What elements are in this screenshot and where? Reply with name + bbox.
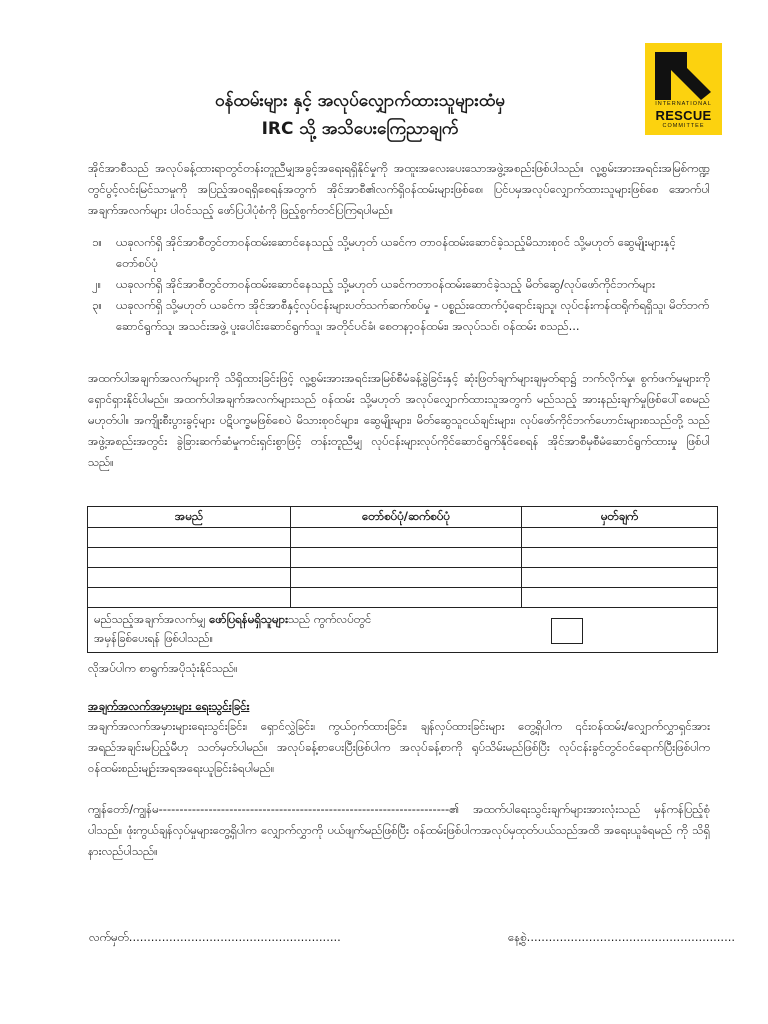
list-item <box>92 232 714 274</box>
logo-text-international: INTERNATIONAL <box>655 101 712 107</box>
list-item-number: ၂။ <box>92 277 102 291</box>
table-row <box>88 588 718 608</box>
note-suffix: သည် ကွက်လပ်တွင် <box>288 612 372 626</box>
document-title-line1: ဝန်ထမ်းများ နှင့် အလုပ်လျှောက်ထားသူများထံမှ <box>215 91 505 111</box>
disclosure-table <box>87 506 718 653</box>
relationship-cell[interactable] <box>291 548 522 568</box>
no-disclosure-checkbox[interactable] <box>551 618 583 644</box>
remarks-cell[interactable] <box>522 528 718 548</box>
purpose-paragraph: အထက်ပါအချက်အလက်များကို သိရှိထားခြင်းဖြင့် လူ့စွမ်းအားအရင်းအမြစ်စီမံခန့်ခွဲခြင်းနှင့် ဆုံးဖြတ်ချက်များချမှတ်ရာ၌ ဘက်လိုက်မှု၊ စွက်ဖက်မှုများကိုရှောင်ရှားနိုင်ပါမည်။ အထက်ပါအချက်အလက်များသည် ဝန်ထမ်း သို့မဟုတ် အလုပ်လျှောက်ထားသူအတွက် မည်သည့် အားနည်းချက်မှုဖြစ်ပေါ်စေမည် မဟုတ်ပါ။ အကျိုးစီးပွားခွင့်များ ပဋိပက္ခမဖြစ်စေပဲ မိသားစုဝင်များ၊ ဆွေမျိုးများ၊ မိတ်ဆွေသူငယ်ချင်းများ၊ လုပ်ဖော်ကိုင်ဘက်ဟောင်းများစသည်တို့ သည် အဖွဲ့အစည်းအတွင်း ခွဲခြားဆက်ဆံမှုကင်းရှင်းစွာဖြင့် တန်းတူညီမျှ လုပ်ငန်းများလုပ်ကိုင်ဆောင်ရွက်နိုင်စေရန် အိုင်အာစီမှစီမံဆောင်ရွက်ထားမှု ဖြစ်ပါ သည်။ <box>88 371 710 469</box>
table-note-row <box>88 608 718 653</box>
list-item-number: ၃။ <box>92 298 102 312</box>
list-item-text: ယခုလက်ရှိ အိုင်အာစီတွင်တာဝန်ထမ်းဆောင်နေသည့် သို့မဟုတ် ယခင်ကတာဝန်ထမ်းဆောင်ခဲ့သည့် မိတ်ဆွေ/လုပ်ဖော်ကိုင်ဘက်များ <box>116 277 656 291</box>
list-item <box>92 295 714 337</box>
column-header-remarks: မှတ်ချက် <box>522 507 718 528</box>
relationship-cell[interactable] <box>291 528 522 548</box>
logo-text-rescue: RESCUE <box>655 108 712 123</box>
table-row <box>88 568 718 588</box>
name-cell[interactable] <box>88 528 291 548</box>
table-header-row <box>88 507 718 528</box>
column-header-name: အမည် <box>88 507 291 528</box>
name-cell[interactable] <box>88 568 291 588</box>
relationship-cell[interactable] <box>291 588 522 608</box>
name-cell[interactable] <box>88 548 291 568</box>
date-field[interactable]: နေ့စွဲ......................................................... <box>508 930 736 944</box>
disclosure-list <box>92 232 714 337</box>
note-line2: အမှန်ခြစ်ပေးရန် ဖြစ်ပါသည်။ <box>94 631 214 645</box>
list-item-text: ယခုလက်ရှိ သို့မဟုတ် ယခင်က အိုင်အာစီနှင့်လုပ်ငန်းများပတ်သက်ဆက်စပ်မှု - ပစ္စည်းထောက်ပံ့ရောင်းချသူ၊ လုပ်ငန်းကန်ထရိုက်ရရှိသူ၊ မိတ်ဘက်ဆောင်ရွက်သူ၊ အသင်းအဖွဲ့ ပူးပေါင်းဆောင်ရွက်သူ၊ အတိုင်ပင်ခံ၊ စေတနာ့ဝန်ထမ်း၊ အလုပ်သင်၊ ဝန်ထမ်း စသည်... <box>116 298 710 333</box>
irc-logo <box>645 43 722 135</box>
intro-paragraph: အိုင်အာစီသည် အလုပ်ခန့်ထားရာတွင်တန်းတူညီမျှအခွင့်အရေးရရှိနိုင်မှုကို အထူးအလေးပေးသောအဖွဲ့အစည်းဖြစ်ပါသည်။ လူ့စွမ်းအားအရင်းအမြစ်ကဏ္ဍတွင်ပွင့်လင်းမြင်သာမှုကို အပြည့်အဝရရှိစေရန်အတွက် အိုင်အာစီ၏လက်ရှိဝန်ထမ်းများဖြစ်စေ၊ ပြင်ပမှအလုပ်လျှောက်ထားသူများဖြစ်စေ အောက်ပါအချက်အလက်များ ပါဝင်သည့် ဖော်ပြပါပုံစံကို ဖြည့်စွက်တင်ပြကြရပါမည်။ <box>88 161 710 217</box>
declaration-paragraph: ကျွန်တော်/ကျွန်မ----------------------------------------------------------------------၏ အထက်ပါရေးသွင်းချက်များအားလုံးသည် မှန်ကန်ပြည့်စုံပါသည်။ ဖုံးကွယ်ချန်လှပ်မှုများတွေ့ရှိပါက လျှောက်လွှာကို ပယ်ဖျက်မည်ဖြစ်ပြီး ဝန်ထမ်းဖြစ်ပါကအလုပ်မှထုတ်ပယ်သည်အထိ အရေးယူခံရမည် ကို သိရှိနားလည်ပါသည်။ <box>88 802 710 858</box>
relationship-cell[interactable] <box>291 568 522 588</box>
remarks-cell[interactable] <box>522 548 718 568</box>
column-header-relationship: တော်စပ်ပုံ/ဆက်စပ်ပုံ <box>291 507 522 528</box>
signature-field[interactable]: လက်မှတ်.......................................................... <box>89 930 341 944</box>
extra-sheet-note: လိုအပ်ပါက စာရွက်အပိုသုံးနိုင်သည်။ <box>88 661 238 675</box>
irc-logo-mark-icon <box>653 52 713 100</box>
false-info-paragraph: အချက်အလက်အမှားများရေးသွင်းခြင်း၊ ရှောင်လွှဲခြင်း၊ ကွယ်ဝှက်ထားခြင်း၊ ချန်လှပ်ထားခြင်းများ တွေ့ရှိပါက ၎င်းဝန်ထမ်း/လျှောက်လွှာရှင်အား အရည်အချင်းမပြည့်မီဟု သတ်မှတ်ပါမည်။ အလုပ်ခန့်စာပေးပြီးဖြစ်ပါက အလုပ်ခန့်စာကို ရုပ်သိမ်းမည်ဖြစ်ပြီး လုပ်ငန်းခွင်တွင်ဝင်ရောက်ပြီးဖြစ်ပါက ဝန်ထမ်းစည်းမျဉ်းအရအရေးယူခြင်းခံရပါမည်။ <box>88 719 710 775</box>
name-cell[interactable] <box>88 588 291 608</box>
list-item-text: ယခုလက်ရှိ အိုင်အာစီတွင်တာဝန်ထမ်းဆောင်နေသည့် သို့မဟုတ် ယခင်က တာဝန်ထမ်းဆောင်ခဲ့သည့်မိသားစုဝင် သို့မဟုတ် ဆွေမျိုးများနှင့် တော်စပ်ပုံ <box>116 235 676 270</box>
note-bold: ဖော်ပြရန်မရှိသူများ <box>209 612 289 626</box>
note-prefix: မည်သည့်အချက်အလက်မျှ <box>94 612 210 626</box>
logo-text-committee: COMMITTEE <box>662 123 705 129</box>
remarks-cell[interactable] <box>522 568 718 588</box>
false-info-heading: အချက်အလက်အမှားများ ရေးသွင်းခြင်း <box>88 699 250 713</box>
remarks-cell[interactable] <box>522 588 718 608</box>
list-item <box>92 274 714 295</box>
no-disclosure-note-cell <box>88 608 718 653</box>
table-row <box>88 528 718 548</box>
table-row <box>88 548 718 568</box>
document-title-line2: IRC သို့ အသိပေးကြေညာချက် <box>261 119 459 139</box>
list-item-number: ၁။ <box>92 235 102 249</box>
